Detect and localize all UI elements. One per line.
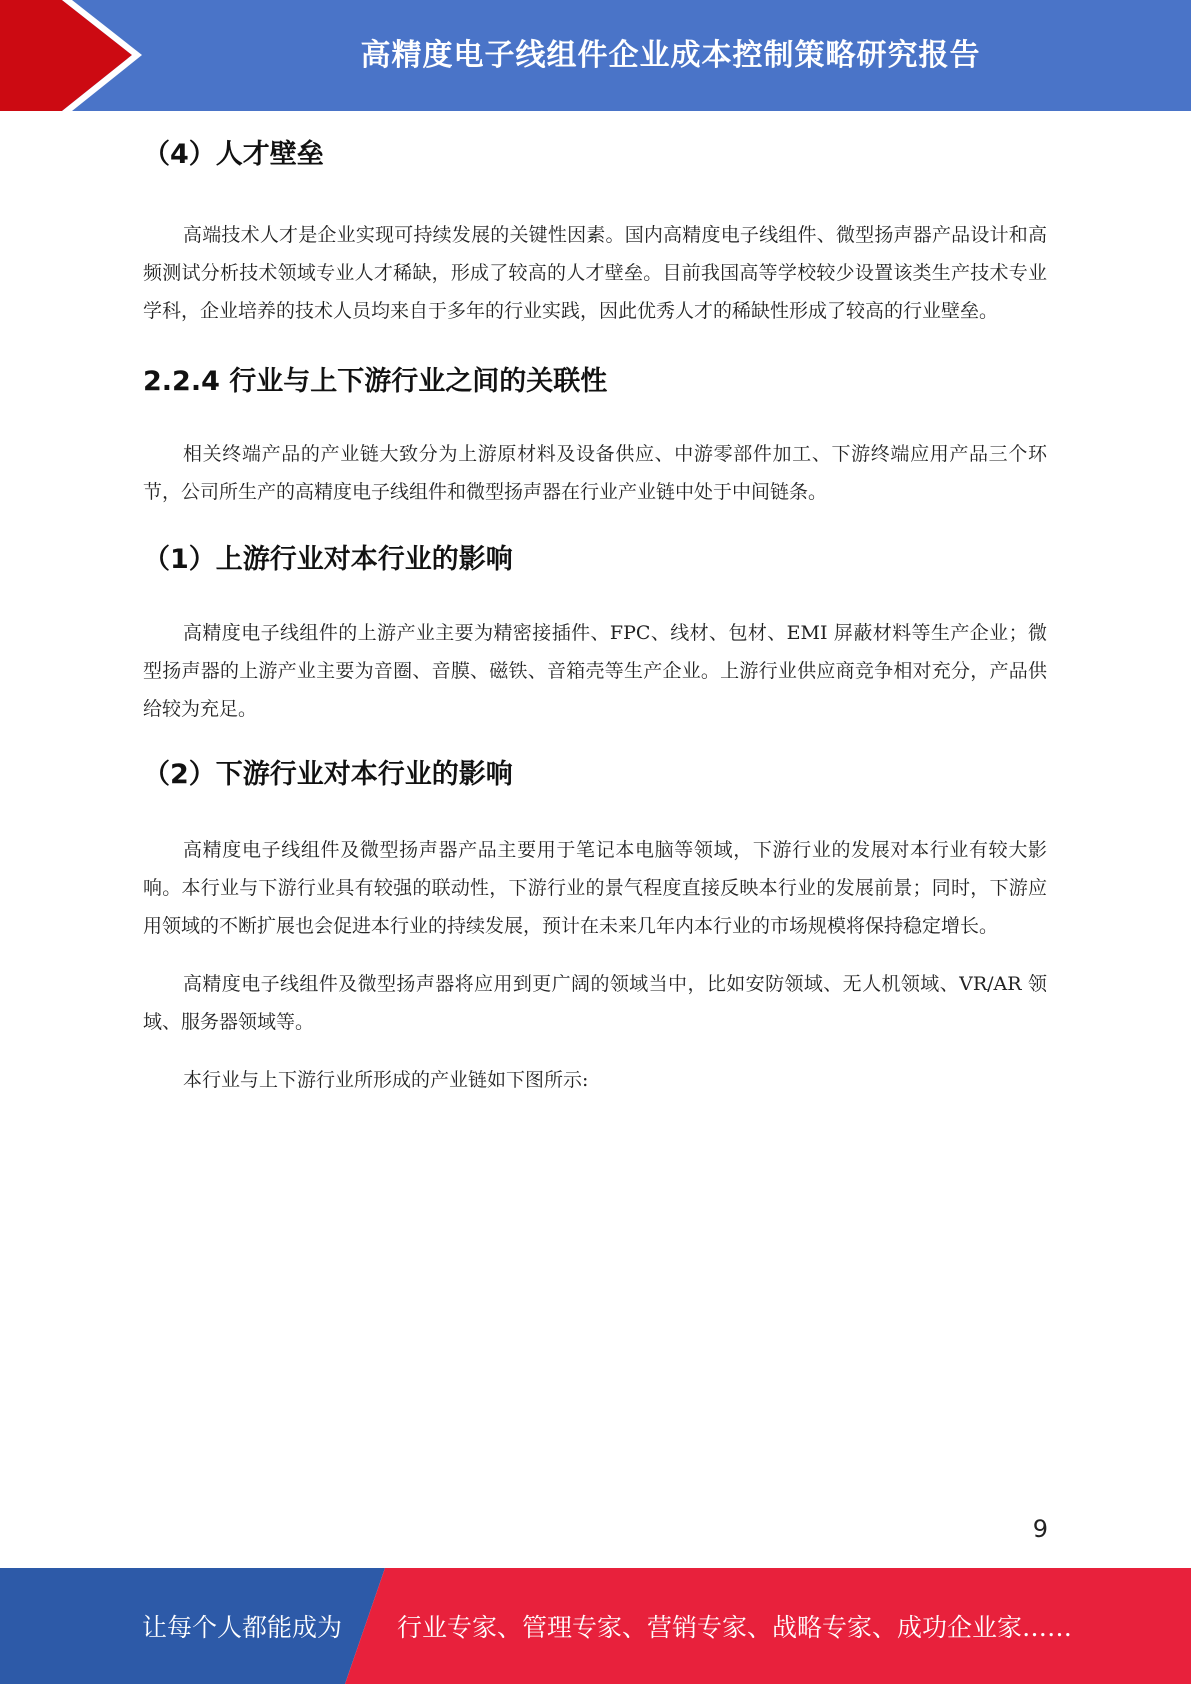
- footer-slogan-left: 让每个人都能成为: [142, 1613, 343, 1642]
- paragraph-downstream-impact: 高精度电子线组件及微型扬声器产品主要用于笔记本电脑等领域，下游行业的发展对本行业有较大影响。本行业与下游行业具有较强的联动性，下游行业的景气程度直接反映本行业的发展前景；同时，下游应用领域的不断扩展也会促进本行业的持续发展，预计在未来几年内本行业的市场规模将保持稳定增长。: [143, 839, 1047, 937]
- heading-downstream-impact: （2）下游行业对本行业的影响: [143, 759, 513, 790]
- report-title: 高精度电子线组件企业成本控制策略研究报告: [360, 38, 981, 73]
- header-chevron-decoration: [0, 0, 160, 111]
- paragraph-talent-barrier: 高端技术人才是企业实现可持续发展的关键性因素。国内高精度电子线组件、微型扬声器产品设计和高频测试分析技术领域专业人才稀缺，形成了较高的人才壁垒。目前我国高等学校较少设置该类生产技术专业学科，企业培养的技术人员均来自于多年的行业实践，因此优秀人才的稀缺性形成了较高的行业壁垒。: [143, 224, 1047, 322]
- footer-slogan-right: 行业专家、管理专家、营销专家、战略专家、成功企业家……: [397, 1613, 1073, 1642]
- heading-talent-barrier: （4）人才壁垒: [143, 139, 324, 170]
- paragraph-downstream-applications: 高精度电子线组件及微型扬声器将应用到更广阔的领域当中，比如安防领域、无人机领域、VR/AR 领域、服务器领域等。: [143, 973, 1047, 1033]
- page-header: [0, 0, 1191, 111]
- paragraph-chain-figure-intro: 本行业与上下游行业所形成的产业链如下图所示:: [183, 1069, 589, 1091]
- heading-industry-chain: 2.2.4 行业与上下游行业之间的关联性: [143, 366, 608, 397]
- page-number: 9: [1032, 1515, 1048, 1543]
- page-content: [143, 111, 1047, 1099]
- paragraph-upstream-impact: 高精度电子线组件的上游产业主要为精密接插件、FPC、线材、包材、EMI 屏蔽材料等生产企业；微型扬声器的上游产业主要为音圈、音膜、磁铁、音箱壳等生产企业。上游行业供应商竞争相对充分，产品供给较为充足。: [143, 622, 1047, 720]
- paragraph-industry-chain: 相关终端产品的产业链大致分为上游原材料及设备供应、中游零部件加工、下游终端应用产品三个环节，公司所生产的高精度电子线组件和微型扬声器在行业产业链中处于中间链条。: [143, 443, 1047, 503]
- page-footer: [0, 1568, 1191, 1684]
- heading-upstream-impact: （1）上游行业对本行业的影响: [143, 544, 513, 575]
